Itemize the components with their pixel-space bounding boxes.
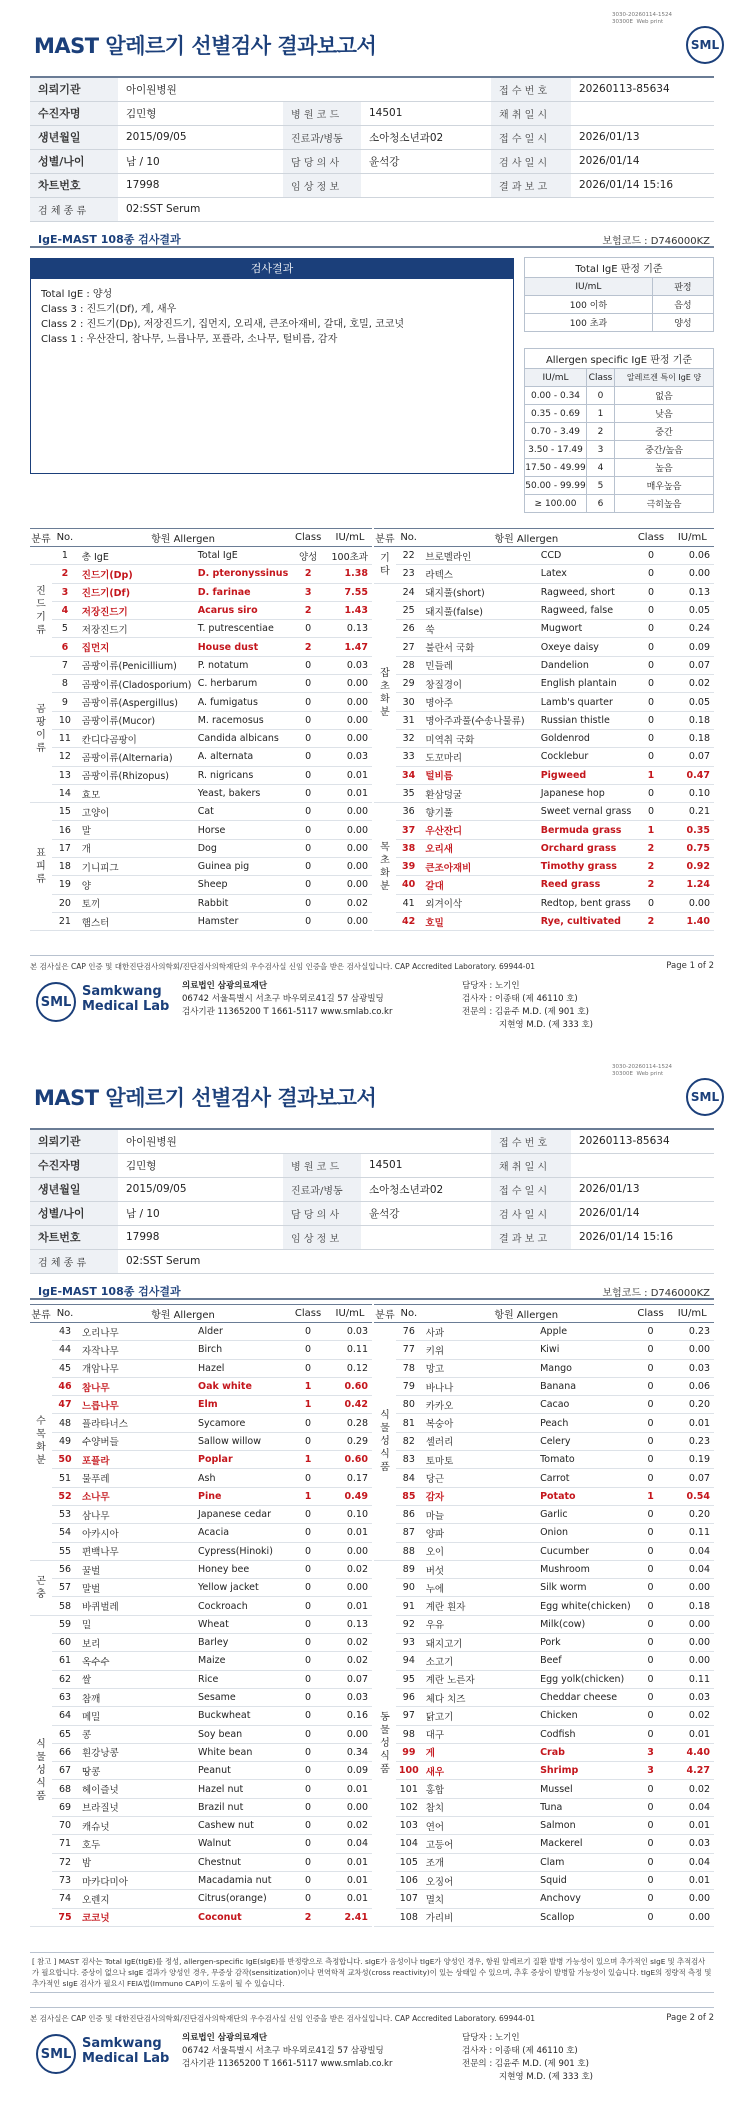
- lab-logo: SML: [36, 982, 76, 1022]
- section-header: IgE-MAST 108종 검사결과 보험코드 : D746000KZ: [30, 1278, 714, 1300]
- table-row: 목초화분 36 향기풀 Sweet vernal grass 0 0.21: [374, 803, 714, 821]
- criteria-row: 0.70 - 3.49 2 중간: [525, 423, 714, 441]
- table-row: 29 창질경이 English plantain 0 0.02: [374, 675, 714, 693]
- table-row: 28 민들레 Dandelion 0 0.07: [374, 656, 714, 674]
- table-row: 100 새우 Shrimp 3 4.27: [374, 1762, 714, 1780]
- table-row: 수목화분 43 오리나무 Alder 0 0.03: [30, 1323, 372, 1341]
- page-number: Page 2 of 2: [666, 2013, 714, 2023]
- table-row: 곤충 56 꿀벌 Honey bee 0 0.02: [30, 1560, 372, 1578]
- table-row: 87 양파 Onion 0 0.11: [374, 1524, 714, 1542]
- table-row: 64 메밀 Buckwheat 0 0.16: [30, 1707, 372, 1725]
- criteria-row: ≥ 100.00 6 극히높음: [525, 495, 714, 513]
- table-row: 18 기니피그 Guinea pig 0 0.00: [30, 858, 372, 876]
- table-row: 19 양 Sheep 0 0.00: [30, 876, 372, 894]
- category-label: 식물성식품: [374, 1323, 396, 1561]
- table-row: 6 집먼지 House dust 2 1.47: [30, 638, 372, 656]
- table-row: 식물성식품 76 사과 Apple 0 0.23: [374, 1323, 714, 1341]
- table-row: 26 쑥 Mugwort 0 0.24: [374, 620, 714, 638]
- table-row: 77 키위 Kiwi 0 0.00: [374, 1341, 714, 1359]
- table-row: 35 환삼덩굴 Japanese hop 0 0.10: [374, 784, 714, 802]
- table-row: 21 햄스터 Hamster 0 0.00: [30, 912, 372, 930]
- page-number: Page 1 of 2: [666, 961, 714, 971]
- table-row: 66 흰강낭콩 White bean 0 0.34: [30, 1743, 372, 1761]
- table-row: 20 토끼 Rabbit 0 0.02: [30, 894, 372, 912]
- table-row: 40 갈대 Reed grass 2 1.24: [374, 876, 714, 894]
- table-row: 45 개암나무 Hazel 0 0.12: [30, 1359, 372, 1377]
- table-row: 37 우산잔디 Bermuda grass 1 0.35: [374, 821, 714, 839]
- sml-logo: SML: [686, 26, 724, 64]
- table-row: 74 오렌지 Citrus(orange) 0 0.01: [30, 1890, 372, 1908]
- table-row: 90 누에 Silk worm 0 0.00: [374, 1579, 714, 1597]
- table-row: 86 마늘 Garlic 0 0.20: [374, 1505, 714, 1523]
- table-row: 62 쌀 Rice 0 0.07: [30, 1670, 372, 1688]
- report-title: MAST 알레르기 선별검사 결과보고서: [34, 1086, 377, 1110]
- table-row: 61 옥수수 Maize 0 0.02: [30, 1652, 372, 1670]
- category-label: 곤충: [30, 1560, 52, 1615]
- patient-info-table: 의뢰기관 아이원병원 접 수 번 호 20260113-85634 수진자명 김민형 병 원 코 드 14501 채 취 일 시 생년월일 2015/09/05 진료과/병동 소아청소년과02 접 수 일 시 2026/01/13 성별/나이 남 / 10 담 당 의 사 윤석강 검 사 일 시 2026/01/14 차트번호 17998 임 상 정 보 결 과 보 고 2026/01/14 15:16 검 체 종 류 02:SST Serum: [30, 76, 714, 222]
- criteria-row: 0.00 - 0.34 0 없음: [525, 387, 714, 405]
- sml-logo: SML: [686, 1078, 724, 1116]
- allergen-table-p1-right: [374, 528, 714, 931]
- table-row: 25 돼지풀(false) Ragweed, false 0 0.05: [374, 601, 714, 619]
- table-row: 73 마카다미아 Macadamia nut 0 0.01: [30, 1871, 372, 1889]
- table-row: 곰팡이류 7 곰팡이류(Penicillium) P. notatum 0 0.03: [30, 656, 372, 674]
- result-summary-box: 검사결과 Total IgE : 양성 Class 3 : 진드기(Df), 게, 새우 Class 2 : 진드기(Dp), 저장진드기, 집먼지, 오리새, 큰조아재비, 갈대, 호밀, 코코넛 Class 1 : 우산잔디, 참나무, 느릅나무, 포플라, 소나무, 털비름, 감자: [30, 258, 514, 474]
- table-row: 82 셀러리 Celery 0 0.23: [374, 1432, 714, 1450]
- lab-footer: SML Samkwang Medical Lab 의료법인 삼광의료재단 06742 서울특별시 서초구 바우뫼로41길 57 삼광빌딩 검사기관 11365200 T 1661-5117 www.smlab.co.kr 담당자 : 노기인 검사자 : 이종태 (제 46110 호) 전문의 : 김윤주 M.D. (제 901 호) 지현영 M.D. (제 333 호): [30, 976, 714, 1046]
- category-label: 동물성식품: [374, 1560, 396, 1926]
- table-row: 진드기류 2 진드기(Dp) D. pteronyssinus 2 1.38: [30, 565, 372, 583]
- lab-footer: SML Samkwang Medical Lab 의료법인 삼광의료재단 06742 서울특별시 서초구 바우뫼로41길 57 삼광빌딩 검사기관 11365200 T 1661-5117 www.smlab.co.kr 담당자 : 노기인 검사자 : 이종태 (제 46110 호) 전문의 : 김윤주 M.D. (제 901 호) 지현영 M.D. (제 333 호): [30, 2028, 714, 2098]
- category-label: 진드기류: [30, 565, 52, 656]
- doc-code: 3030-20260114-1524 30300E Web print: [612, 1064, 672, 1077]
- category-label: 식물성식품: [30, 1615, 52, 1926]
- table-row: 52 소나무 Pine 1 0.49: [30, 1487, 372, 1505]
- table-row: 41 외겨이삭 Redtop, bent grass 0 0.00: [374, 894, 714, 912]
- category-label: [30, 547, 52, 565]
- specific-ige-criteria: Allergen specific IgE 판정 기준 IU/mL Class 알레르겐 특이 IgE 양 0.00 - 0.34 0 없음 0.35 - 0.69 1 낮음 0.70 - 3.49 2 중간 3.50 - 17.49 3 중간/높음 17.50 - 49.99 4 높음 50.00 - 99.99 5 매우높음 ≥ 100.00 6 극히높음: [524, 348, 714, 513]
- table-row: 27 불란서 국화 Oxeye daisy 0 0.09: [374, 638, 714, 656]
- category-label: 수목화분: [30, 1323, 52, 1561]
- table-row: 60 보리 Barley 0 0.02: [30, 1634, 372, 1652]
- table-row: 94 소고기 Beef 0 0.00: [374, 1652, 714, 1670]
- table-row: 14 효모 Yeast, bakers 0 0.01: [30, 784, 372, 802]
- table-row: 68 헤이즐넛 Hazel nut 0 0.01: [30, 1780, 372, 1798]
- allergen-table-p1-left: [30, 528, 372, 931]
- table-row: 69 브라질넛 Brazil nut 0 0.00: [30, 1798, 372, 1816]
- table-row: 50 포플라 Poplar 1 0.60: [30, 1451, 372, 1469]
- table-row: 79 바나나 Banana 0 0.06: [374, 1377, 714, 1395]
- table-header: 분류 No. 항원 Allergen Class IU/mL: [374, 1305, 714, 1323]
- category-label: 목초화분: [374, 803, 396, 931]
- table-row: 49 수양버들 Sallow willow 0 0.29: [30, 1432, 372, 1450]
- table-row: 9 곰팡이류(Aspergillus) A. fumigatus 0 0.00: [30, 693, 372, 711]
- table-row: 13 곰팡이류(Rhizopus) R. nigricans 0 0.01: [30, 766, 372, 784]
- table-row: 75 코코넛 Coconut 2 2.41: [30, 1908, 372, 1926]
- table-row: 46 참나무 Oak white 1 0.60: [30, 1377, 372, 1395]
- report-title: MAST 알레르기 선별검사 결과보고서: [34, 34, 377, 58]
- table-row: 8 곰팡이류(Cladosporium) C. herbarum 0 0.00: [30, 675, 372, 693]
- criteria-row: 17.50 - 49.99 4 높음: [525, 459, 714, 477]
- table-row: 44 자작나무 Birch 0 0.11: [30, 1341, 372, 1359]
- criteria-row: 0.35 - 0.69 1 낮음: [525, 405, 714, 423]
- table-row: 17 개 Dog 0 0.00: [30, 839, 372, 857]
- table-row: 108 가리비 Scallop 0 0.00: [374, 1908, 714, 1926]
- table-row: 92 우유 Milk(cow) 0 0.00: [374, 1615, 714, 1633]
- table-row: 55 편백나무 Cypress(Hinoki) 0 0.00: [30, 1542, 372, 1560]
- table-row: 38 오리새 Orchard grass 2 0.75: [374, 839, 714, 857]
- table-row: 80 카카오 Cacao 0 0.20: [374, 1396, 714, 1414]
- table-header: 분류 No. 항원 Allergen Class IU/mL: [30, 529, 372, 547]
- lab-logo: SML: [36, 2034, 76, 2074]
- table-row: 동물성식품 89 버섯 Mushroom 0 0.04: [374, 1560, 714, 1578]
- table-row: 53 삼나무 Japanese cedar 0 0.10: [30, 1505, 372, 1523]
- signatures: 담당자 : 노기인 검사자 : 이종태 (제 46110 호) 전문의 : 김윤주 M.D. (제 901 호) 지현영 M.D. (제 333 호): [462, 2033, 594, 2082]
- table-row: 5 저장진드기 T. putrescentiae 0 0.13: [30, 620, 372, 638]
- report-page-2: [0, 1052, 744, 2104]
- table-row: 12 곰팡이류(Alternaria) A. alternata 0 0.03: [30, 748, 372, 766]
- table-row: 표피류 15 고양이 Cat 0 0.00: [30, 803, 372, 821]
- table-row: 23 라텍스 Latex 0 0.00: [374, 565, 714, 583]
- footer-accreditation: 본 검사실은 CAP 인증 및 대한진단검사의학회/진단검사의학재단의 우수검사실 신임 인증을 받은 검사실입니다. CAP Accredited Laboratory. 69944-01 Page 2 of 2: [30, 2007, 714, 2024]
- table-row: 54 아카시아 Acacia 0 0.01: [30, 1524, 372, 1542]
- table-header: 분류 No. 항원 Allergen Class IU/mL: [30, 1305, 372, 1323]
- table-row: 39 큰조아재비 Timothy grass 2 0.92: [374, 858, 714, 876]
- table-row: 16 말 Horse 0 0.00: [30, 821, 372, 839]
- table-row: 식물성식품 59 밀 Wheat 0 0.13: [30, 1615, 372, 1633]
- table-row: 67 땅콩 Peanut 0 0.09: [30, 1762, 372, 1780]
- category-label: 기타: [374, 547, 396, 584]
- table-row: 4 저장진드기 Acarus siro 2 1.43: [30, 601, 372, 619]
- category-label: 표피류: [30, 803, 52, 931]
- footer-accreditation: 본 검사실은 CAP 인증 및 대한진단검사의학회/진단검사의학재단의 우수검사실 신임 인증을 받은 검사실입니다. CAP Accredited Laboratory. 69944-01 Page 1 of 2: [30, 955, 714, 972]
- table-row: 58 바퀴벌레 Cockroach 0 0.01: [30, 1597, 372, 1615]
- table-row: 95 계란 노른자 Egg yolk(chicken) 0 0.11: [374, 1670, 714, 1688]
- table-row: 72 밤 Chestnut 0 0.01: [30, 1853, 372, 1871]
- patient-info-table: 의뢰기관 아이원병원 접 수 번 호 20260113-85634 수진자명 김민형 병 원 코 드 14501 채 취 일 시 생년월일 2015/09/05 진료과/병동 소아청소년과02 접 수 일 시 2026/01/13 성별/나이 남 / 10 담 당 의 사 윤석강 검 사 일 시 2026/01/14 차트번호 17998 임 상 정 보 결 과 보 고 2026/01/14 15:16 검 체 종 류 02:SST Serum: [30, 1128, 714, 1274]
- table-row: 31 명아주과풀(수송나물류) Russian thistle 0 0.18: [374, 711, 714, 729]
- table-row: 11 칸디다곰팡이 Candida albicans 0 0.00: [30, 729, 372, 747]
- reference-note: [ 참고 ] MAST 검사는 Total IgE(tIgE)를 정성, allergen-specific IgE(sIgE)를 반정량으로 측정합니다. sIgE가 음성이나 tIgE가 양성인 경우, 항원 알레르기 질환 발병 가능성이 있으며 추가적인 sIgE 및 추적검사가 필요합니다. 증상이 없으나 sIgE 결과가 양성인 경우, 무증상 감작(sensitization)이나 면역학적 교차성(cross reactivity)이 있는 상태일 수 있으며, 추후 증상이 발병할 가능성이 있습니다. tIgE의 정량적 측정 및 추가적인 sIgE 검사가 필요시 FEIA법(Immuno CAP)이 도움이 될 수 있습니다.: [30, 1952, 714, 1993]
- table-row: 57 말벌 Yellow jacket 0 0.00: [30, 1579, 372, 1597]
- table-row: 91 계란 흰자 Egg white(chicken) 0 0.18: [374, 1597, 714, 1615]
- table-row: 10 곰팡이류(Mucor) M. racemosus 0 0.00: [30, 711, 372, 729]
- table-row: 1 총 IgE Total IgE 양성 100초과: [30, 547, 372, 565]
- table-row: 34 털비름 Pigweed 1 0.47: [374, 766, 714, 784]
- table-row: 102 참치 Tuna 0 0.04: [374, 1798, 714, 1816]
- section-header: IgE-MAST 108종 검사결과 보험코드 : D746000KZ: [30, 226, 714, 248]
- table-row: 84 당근 Carrot 0 0.07: [374, 1469, 714, 1487]
- table-row: 기타 22 브로멜라인 CCD 0 0.06: [374, 547, 714, 565]
- table-row: 78 망고 Mango 0 0.03: [374, 1359, 714, 1377]
- table-row: 107 멸치 Anchovy 0 0.00: [374, 1890, 714, 1908]
- table-row: 106 오징어 Squid 0 0.01: [374, 1871, 714, 1889]
- table-row: 30 명아주 Lamb's quarter 0 0.05: [374, 693, 714, 711]
- allergen-table-p2-right: [374, 1304, 714, 1927]
- allergen-table-p2-left: [30, 1304, 372, 1927]
- table-row: 65 콩 Soy bean 0 0.00: [30, 1725, 372, 1743]
- table-row: 51 물푸레 Ash 0 0.17: [30, 1469, 372, 1487]
- table-row: 83 토마토 Tomato 0 0.19: [374, 1451, 714, 1469]
- signatures: 담당자 : 노기인 검사자 : 이종태 (제 46110 호) 전문의 : 김윤주 M.D. (제 901 호) 지현영 M.D. (제 333 호): [462, 981, 594, 1030]
- category-label: 곰팡이류: [30, 656, 52, 802]
- table-row: 97 닭고기 Chicken 0 0.02: [374, 1707, 714, 1725]
- criteria-row: 3.50 - 17.49 3 중간/높음: [525, 441, 714, 459]
- table-row: 101 홍합 Mussel 0 0.02: [374, 1780, 714, 1798]
- table-row: 93 돼지고기 Pork 0 0.00: [374, 1634, 714, 1652]
- table-row: 47 느릅나무 Elm 1 0.42: [30, 1396, 372, 1414]
- table-row: 85 감자 Potato 1 0.54: [374, 1487, 714, 1505]
- table-row: 104 고등어 Mackerel 0 0.03: [374, 1835, 714, 1853]
- table-row: 98 대구 Codfish 0 0.01: [374, 1725, 714, 1743]
- table-row: 81 복숭아 Peach 0 0.01: [374, 1414, 714, 1432]
- table-row: 63 참깨 Sesame 0 0.03: [30, 1688, 372, 1706]
- table-row: 99 게 Crab 3 4.40: [374, 1743, 714, 1761]
- table-row: 96 체다 치즈 Cheddar cheese 0 0.03: [374, 1688, 714, 1706]
- table-row: 105 조개 Clam 0 0.04: [374, 1853, 714, 1871]
- table-row: 70 캐슈넛 Cashew nut 0 0.02: [30, 1817, 372, 1835]
- table-row: 32 미역취 국화 Goldenrod 0 0.18: [374, 729, 714, 747]
- table-row: 33 도꼬마리 Cocklebur 0 0.07: [374, 748, 714, 766]
- table-row: 103 연어 Salmon 0 0.01: [374, 1817, 714, 1835]
- doc-code: 3030-20260114-1524 30300E Web print: [612, 12, 672, 25]
- table-row: 71 호두 Walnut 0 0.04: [30, 1835, 372, 1853]
- table-header: 분류 No. 항원 Allergen Class IU/mL: [374, 529, 714, 547]
- table-row: 3 진드기(Df) D. farinae 3 7.55: [30, 583, 372, 601]
- criteria-row: 50.00 - 99.99 5 매우높음: [525, 477, 714, 495]
- category-label: 잡초화분: [374, 583, 396, 803]
- total-ige-criteria: Total IgE 판정 기준 IU/mL 판정 100 이하 음성 100 초과 양성: [524, 257, 714, 332]
- table-row: 88 오이 Cucumber 0 0.04: [374, 1542, 714, 1560]
- table-row: 48 플라타너스 Sycamore 0 0.28: [30, 1414, 372, 1432]
- table-row: 42 호밀 Rye, cultivated 2 1.40: [374, 912, 714, 930]
- table-row: 잡초화분 24 돼지풀(short) Ragweed, short 0 0.13: [374, 583, 714, 601]
